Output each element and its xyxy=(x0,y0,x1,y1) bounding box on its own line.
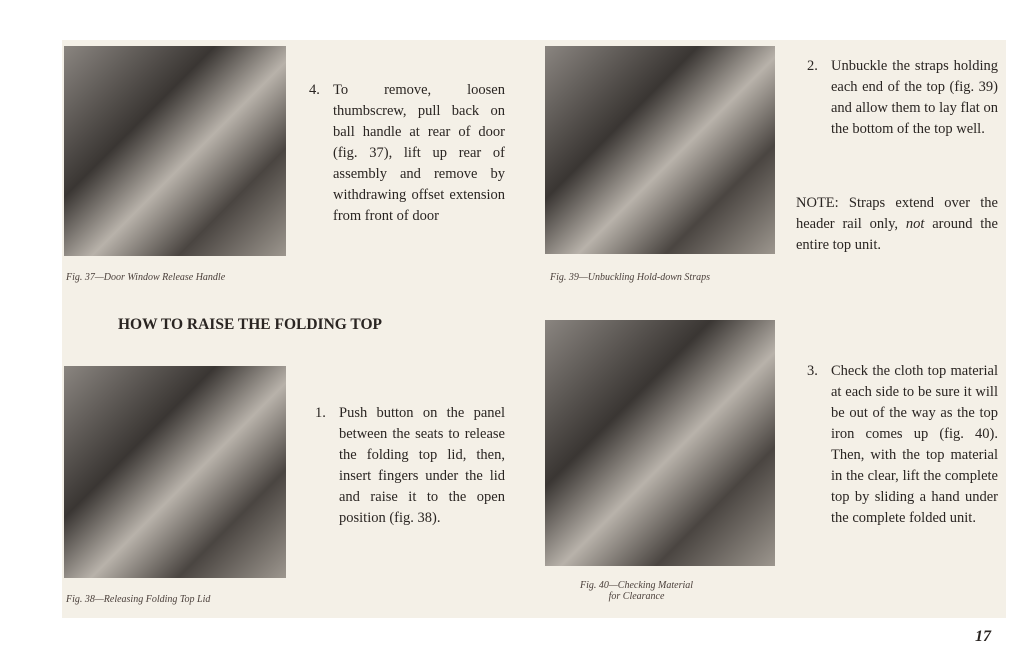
note-text-rest: around the entire top unit. xyxy=(796,216,998,253)
step-number: 3. xyxy=(807,363,818,379)
step-number: 4. xyxy=(309,82,320,98)
figure-40-photo xyxy=(545,320,775,566)
step-2 xyxy=(807,56,998,140)
note-emphasis: not xyxy=(905,216,925,232)
page-number: 17 xyxy=(975,628,991,645)
caption-line: Fig. 40—Checking Material xyxy=(580,580,694,591)
step-text: Unbuckle the straps holding each end of the top (fig. 39) and allow them to lay flat on the bottom of the top well. xyxy=(831,58,998,137)
section-heading: HOW TO RAISE THE FOLDING TOP xyxy=(118,316,383,333)
step-text: Check the cloth top material at each side to be sure it will be out of the way as the top iron comes up (fig. 40). Then, with the top material in the clear, lift the complete top by sliding a hand under the complete folded unit. xyxy=(831,363,998,526)
note-text: Straps extend over the header rail only, xyxy=(796,195,998,232)
figure-37-caption: Fig. 37—Door Window Release Handle xyxy=(66,272,226,283)
figure-38-caption: Fig. 38—Releasing Folding Top Lid xyxy=(66,594,211,605)
step-number: 1. xyxy=(315,405,326,421)
caption-line: for Clearance xyxy=(608,591,665,602)
step-1 xyxy=(315,403,505,529)
figure-39-photo xyxy=(545,46,775,254)
step-number: 2. xyxy=(807,58,818,74)
figure-39-caption: Fig. 39—Unbuckling Hold-down Straps xyxy=(550,272,710,283)
figure-37-photo xyxy=(64,46,286,256)
note xyxy=(796,193,998,256)
step-3 xyxy=(807,361,998,529)
figure-38-photo xyxy=(64,366,286,578)
figure-40-caption xyxy=(580,580,693,602)
step-text: Push button on the panel between the seats to release the folding top lid, then, insert fingers under the lid and raise it to the open position (fig. 38). xyxy=(339,405,505,526)
step-text: To remove, loosen thumbscrew, pull back on ball handle at rear of door (fig. 37), lift up rear of assembly and remove by withdrawing offset extension from front of door xyxy=(333,82,505,224)
note-label: NOTE: xyxy=(796,195,839,211)
step-4 xyxy=(309,80,505,227)
